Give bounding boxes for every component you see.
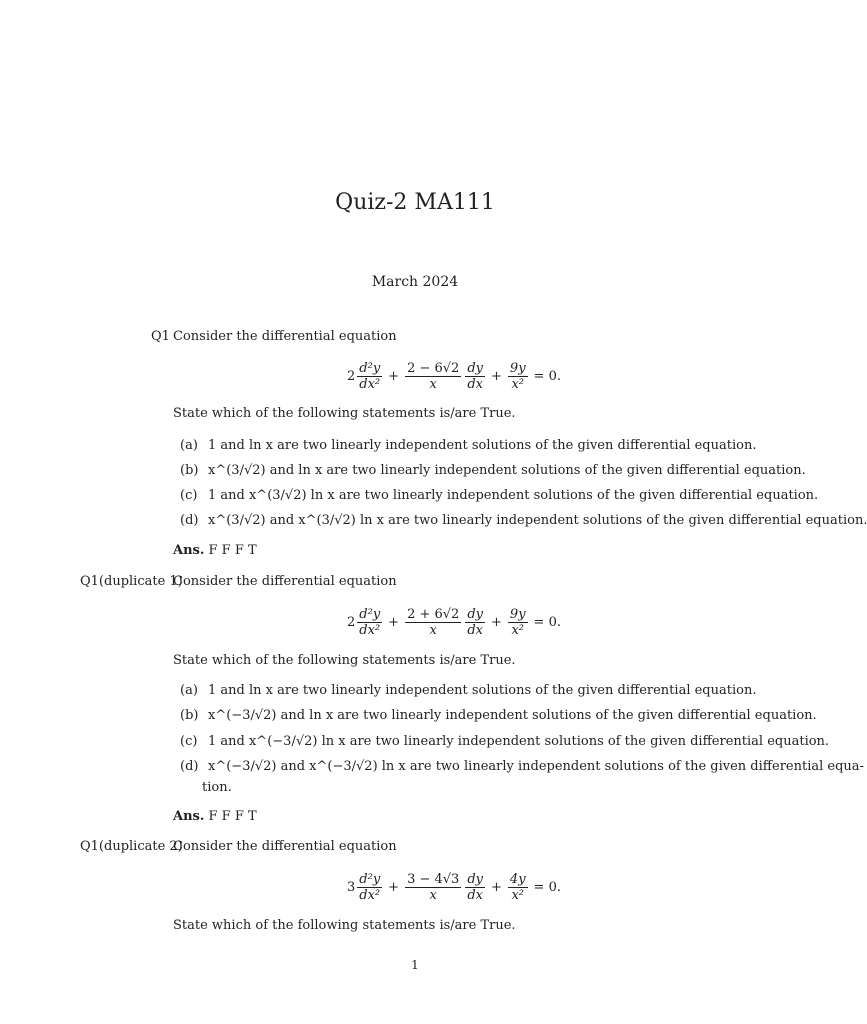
eq-term-4: $\frac{9y}{\text{x²}}$ — [509, 607, 526, 638]
eq-term-3: $\frac{dy}{dx}$ — [467, 872, 484, 903]
eq-tail: = 0. — [533, 369, 561, 384]
question-intro: Consider the differential equation — [173, 574, 397, 589]
eq-lead: 2 — [347, 615, 356, 630]
question-prompt: State which of the following statements is/are True. — [173, 406, 516, 421]
page-title: Quiz-2 MA111 — [335, 190, 495, 215]
eq-term-1: $\frac{\text{d²y}}{\text{dx²}}$ — [359, 872, 381, 903]
equation: 2 $\frac{\text{d²y}}{\text{dx²}}$ + $\frac{2 + 6√2}{x}$ $\frac{dy}{dx}$ + $\frac{9y}{\text{x²}}$ = 0. — [347, 607, 561, 638]
question-prompt: State which of the following statements is/are True. — [173, 918, 516, 933]
option-b: (b) x^(3/√2) and ln x are two linearly independent solutions of the given differential equation. — [180, 463, 806, 478]
eq-term-4: $\frac{4y}{\text{x²}}$ — [509, 872, 526, 903]
eq-term-1: $\frac{\text{d²y}}{\text{dx²}}$ — [359, 607, 381, 638]
page-date: March 2024 — [371, 274, 459, 290]
option-d: (d) x^(−3/√2) and x^(−3/√2) ln x are two linearly independent solutions of the given differential equa- — [180, 759, 864, 774]
question-label: Q1 — [151, 329, 170, 344]
eq-lead: 2 — [347, 369, 356, 384]
eq-term-2: $\frac{2 - 6√2}{x}$ — [407, 361, 460, 392]
option-c: (c) 1 and x^(3/√2) ln x are two linearly independent solutions of the given differential equation. — [180, 488, 819, 503]
question-prompt: State which of the following statements is/are True. — [173, 653, 516, 668]
eq-term-1: $\frac{\text{d²y}}{\text{dx²}}$ — [359, 361, 381, 392]
eq-lead: 3 — [347, 880, 356, 895]
eq-term-2: $\frac{3 - 4√3}{x}$ — [407, 872, 460, 903]
equation: 2 $\frac{\text{d²y}}{\text{dx²}}$ + $\frac{2 - 6√2}{x}$ $\frac{dy}{dx}$ + $\frac{9y}{\text{x²}}$ = 0. — [347, 361, 561, 392]
question-label: Q1(duplicate 1) — [80, 574, 183, 589]
option-d: (d) x^(3/√2) and x^(3/√2) ln x are two linearly independent solutions of the given differential equation. — [180, 513, 867, 528]
option-d-continuation: tion. — [202, 780, 232, 795]
question-intro: Consider the differential equation — [173, 329, 397, 344]
equation: 3 $\frac{\text{d²y}}{\text{dx²}}$ + $\frac{3 - 4√3}{x}$ $\frac{dy}{dx}$ + $\frac{4y}{\text{x²}}$ = 0. — [347, 872, 561, 903]
eq-term-4: $\frac{9y}{\text{x²}}$ — [509, 361, 526, 392]
eq-term-3: $\frac{dy}{dx}$ — [467, 361, 484, 392]
option-a: (a) 1 and ln x are two linearly independent solutions of the given differential equation. — [180, 438, 757, 453]
page-number: 1 — [411, 958, 419, 972]
question-label: Q1(duplicate 2) — [80, 839, 183, 854]
option-c: (c) 1 and x^(−3/√2) ln x are two linearly independent solutions of the given differential equation. — [180, 734, 830, 749]
eq-term-3: $\frac{dy}{dx}$ — [467, 607, 484, 638]
question-intro: Consider the differential equation — [173, 839, 397, 854]
option-a: (a) 1 and ln x are two linearly independent solutions of the given differential equation. — [180, 683, 757, 698]
eq-term-2: $\frac{2 + 6√2}{x}$ — [407, 607, 460, 638]
eq-tail: = 0. — [533, 615, 561, 630]
eq-tail: = 0. — [533, 880, 561, 895]
answer: Ans. F F F T — [173, 809, 257, 824]
answer: Ans. F F F T — [173, 543, 257, 558]
option-b: (b) x^(−3/√2) and ln x are two linearly independent solutions of the given differential equation. — [180, 708, 817, 723]
